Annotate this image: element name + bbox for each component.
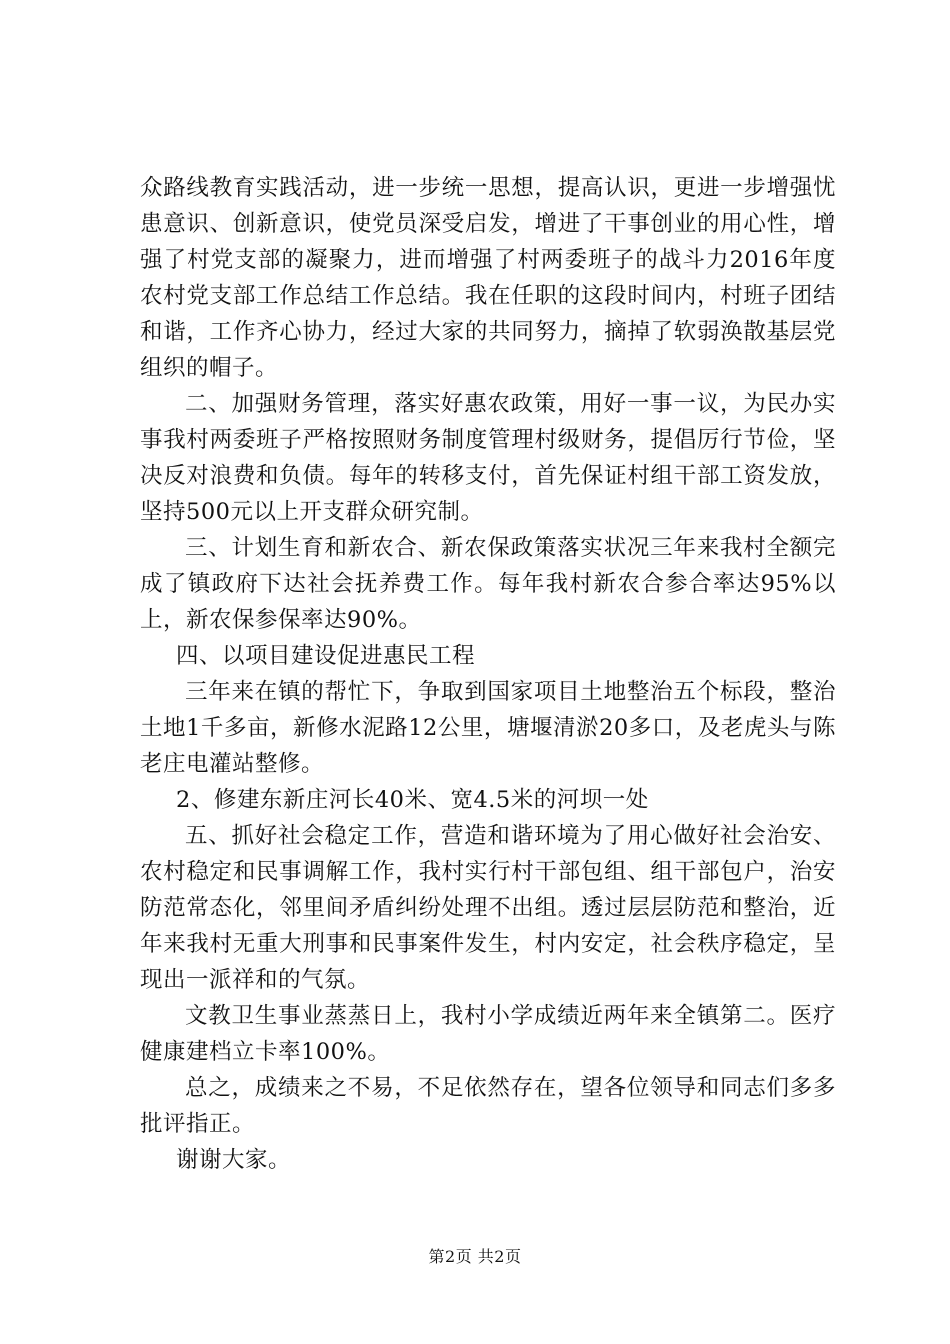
paragraph-thanks: 谢谢大家。: [176, 1147, 292, 1173]
paragraph-continuation: 众路线教育实践活动，进一步统一思想，提高认识，更进一步增强忧患意识、创新意识，使党员深受启发，增进了干事创业的用心性，增强了村党支部的凝聚力，进而增强了村两委班子的战斗力2016年度农村党支部工作总结工作总结。我在任职的这段时间内，村班子团结和谐，工作齐心协力，经过大家的共同努力，摘掉了软弱涣散基层党组织的帽子。: [140, 175, 836, 381]
paragraph-conclusion: 总之，成绩来之不易，不足依然存在，望各位领导和同志们多多批评指正。: [140, 1075, 836, 1137]
paragraph-education-health: 文教卫生事业蒸蒸日上，我村小学成绩近两年来全镇第二。医疗健康建档立卡率100%。: [140, 1003, 836, 1065]
paragraph-finance: 二、加强财务管理，落实好惠农政策，用好一事一议，为民办实事我村两委班子严格按照财务制度管理村级财务，提倡厉行节俭，坚决反对浪费和负债。每年的转移支付，首先保证村组干部工资发放，坚持500元以上开支群众研究制。: [140, 391, 836, 525]
heading-projects: 四、以项目建设促进惠民工程: [176, 643, 476, 669]
paragraph-dam: 2、修建东新庄河长40米、宽4.5米的河坝一处: [176, 787, 649, 813]
paragraph-stability: 五、抓好社会稳定工作，营造和谐环境为了用心做好社会治安、农村稳定和民事调解工作，我村实行村干部包组、组干部包户，治安防范常态化，邻里间矛盾纠纷处理不出组。透过层层防范和整治，近年来我村无重大刑事和民事案件发生，村内安定，社会秩序稳定，呈现出一派祥和的气氛。: [140, 823, 836, 993]
document-body: [140, 170, 836, 1178]
paragraph-projects: 三年来在镇的帮忙下，争取到国家项目土地整治五个标段，整治土地1千多亩，新修水泥路12公里，塘堰清淤20多口，及老虎头与陈老庄电灌站整修。: [140, 679, 836, 777]
page-footer: 第2页 共2页: [428, 1247, 522, 1266]
paragraph-family-planning: 三、计划生育和新农合、新农保政策落实状况三年来我村全额完成了镇政府下达社会抚养费工作。每年我村新农合参合率达95%以上，新农保参保率达90%。: [140, 535, 836, 633]
